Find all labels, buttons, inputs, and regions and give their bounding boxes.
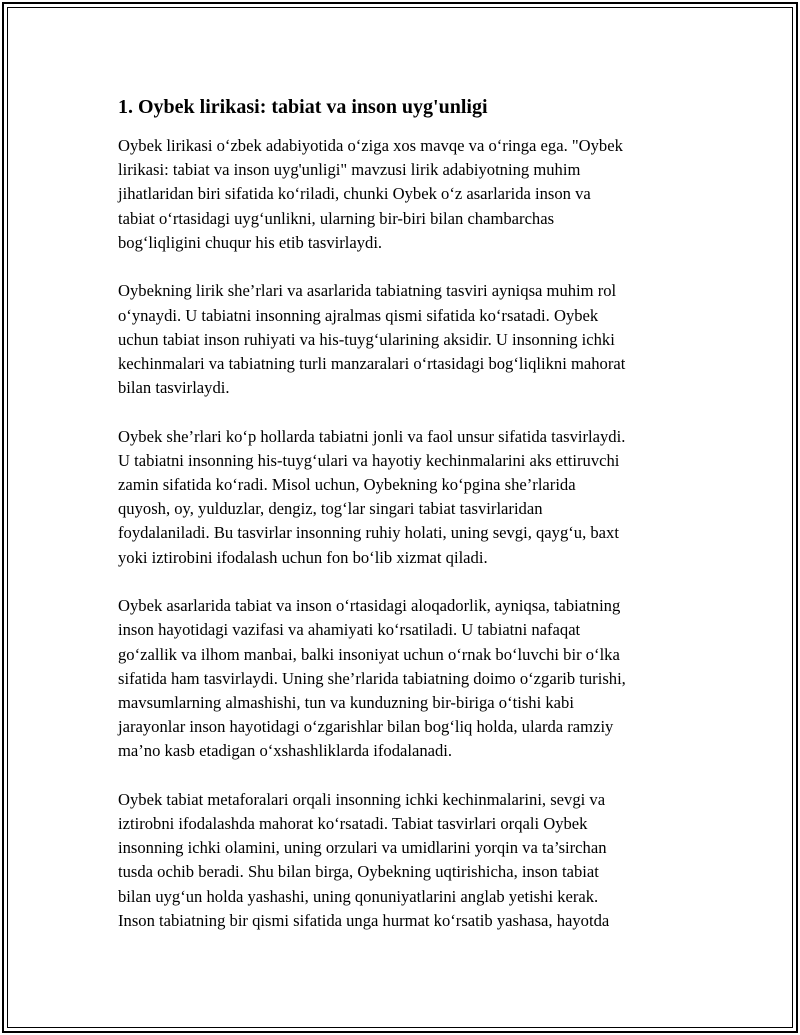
paragraph-line: iztirobni ifodalashda mahorat ko‘rsatadi. Tabiat tasvirlari orqali Oybek	[118, 814, 588, 834]
paragraph-line: jarayonlar inson hayotidagi o‘zgarishlar bilan bog‘liq holda, ularda ramziy	[118, 717, 614, 737]
paragraph-line: U tabiatni insonning his-tuyg‘ulari va hayotiy kechinmalarini aks ettiruvchi	[118, 450, 620, 470]
paragraph-line: Oybek tabiat metaforalari orqali insonning ichki kechinmalarini, sevgi va	[118, 789, 606, 809]
paragraph-line: bilan uyg‘un holda yashashi, uning qonuniyatlarini anglab yetishi kerak.	[118, 886, 599, 906]
paragraph-line: Oybek lirikasi o‘zbek adabiyotida o‘ziga xos mavqe va o‘ringa ega. "Oybek	[118, 136, 623, 155]
paragraph-line: tabiat o‘rtasidagi uyg‘unlikni, ularning bir-biri bilan chambarchas	[118, 208, 555, 228]
paragraph-2	[118, 279, 688, 400]
paragraph-line: tusda ochib beradi. Shu bilan birga, Oybekning uqtirishicha, inson tabiat	[118, 862, 599, 882]
paragraph-1	[118, 134, 688, 255]
paragraph-line: bog‘liqligini chuqur his etib tasvirlaydi.	[118, 232, 383, 252]
paragraph-line: yoki iztirobini ifodalash uchun fon bo‘lib xizmat qiladi.	[118, 547, 488, 567]
document-content	[118, 94, 688, 933]
section-title: 1. Oybek lirikasi: tabiat va inson uyg'unligi	[118, 96, 488, 118]
paragraph-4	[118, 594, 688, 763]
paragraph-line: jihatlaridan biri sifatida ko‘riladi, chunki Oybek o‘z asarlarida inson va	[118, 184, 591, 204]
paragraph-line: go‘zallik va ilhom manbai, balki insoniyat uchun o‘rnak bo‘luvchi bir o‘lka	[118, 644, 620, 664]
paragraph-line: ma’no kasb etadigan o‘xshashliklarda ifodalanadi.	[118, 741, 453, 761]
paragraph-line: zamin sifatida ko‘radi. Misol uchun, Oybekning ko‘pgina she’rlarida	[118, 475, 576, 495]
paragraph-line: inson hayotidagi vazifasi va ahamiyati ko‘rsatiladi. U tabiatni nafaqat	[118, 620, 581, 640]
paragraph-line: uchun tabiat inson ruhiyati va his-tuyg‘ularining aksidir. U insonning ichki	[118, 329, 615, 349]
paragraph-line: o‘ynaydi. U tabiatni insonning ajralmas qismi sifatida ko‘rsatadi. Oybek	[118, 305, 599, 325]
paragraph-line: Oybekning lirik she’rlari va asarlarida tabiatning tasviri ayniqsa muhim rol	[118, 281, 617, 301]
paragraph-line: mavsumlarning almashishi, tun va kunduzning bir-biriga o‘tishi kabi	[118, 692, 574, 712]
paragraph-line: lirikasi: tabiat va inson uyg'unligi" mavzusi lirik adabiyotning muhim	[118, 160, 581, 180]
paragraph-line: insonning ichki olamini, uning orzulari va umidlarini yorqin va ta’sirchan	[118, 838, 607, 858]
paragraph-line: sifatida ham tasvirlaydi. Uning she’rlarida tabiatning doimo o‘zgarib turishi,	[118, 668, 626, 688]
paragraph-line: bilan tasvirlaydi.	[118, 378, 230, 398]
paragraph-line: foydalaniladi. Bu tasvirlar insonning ruhiy holati, uning sevgi, qayg‘u, baxt	[118, 523, 619, 543]
paragraph-line: kechinmalari va tabiatning turli manzaralari o‘rtasidagi bog‘liqlikni mahorat	[118, 353, 626, 373]
paragraph-line: quyosh, oy, yulduzlar, dengiz, tog‘lar singari tabiat tasvirlaridan	[118, 499, 543, 519]
paragraph-line: Inson tabiatning bir qismi sifatida unga hurmat ko‘rsatib yashasa, hayotda	[118, 910, 610, 930]
paragraph-line: Oybek she’rlari ko‘p hollarda tabiatni jonli va faol unsur sifatida tasvirlaydi.	[118, 426, 626, 446]
paragraph-5	[118, 788, 688, 933]
paragraph-3	[118, 425, 688, 570]
paragraph-line: Oybek asarlarida tabiat va inson o‘rtasidagi aloqadorlik, ayniqsa, tabiatning	[118, 596, 621, 616]
